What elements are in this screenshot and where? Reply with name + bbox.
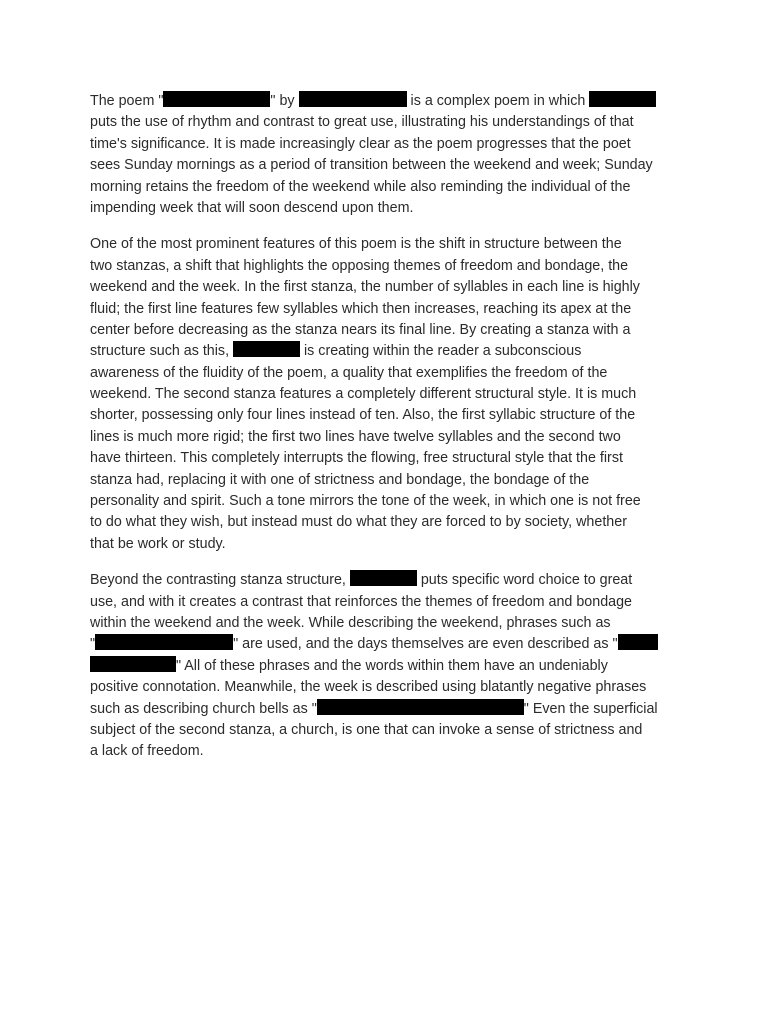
text-line: time's significance. It is made increasingly clear as the poem progresses that the poet	[90, 135, 631, 152]
text-line: stanza had, replacing it with one of strictness and bondage, the bondage of the	[90, 471, 590, 488]
text-line: morning retains the freedom of the weekend while also reminding the individual of the	[90, 178, 631, 195]
text-segment: such as describing church bells as "	[90, 700, 317, 717]
text-line: fluid; the first line features few syllables which then increases, reaching its apex at the	[90, 300, 632, 317]
text-line: personality and spirit. Such a tone mirrors the tone of the week, in which one is not free	[90, 493, 641, 510]
redaction-bar	[233, 341, 300, 357]
text-line: lines is much more rigid; the first two lines have twelve syllables and the second two	[90, 428, 621, 445]
text-line: weekend. The second stanza features a completely different structural style. It is much	[90, 386, 637, 403]
text-segment: " Even the superficial	[523, 700, 658, 717]
text-line: subject of the second stanza, a church, is one that can invoke a sense of strictness and	[90, 721, 643, 738]
text-line: within the weekend and the week. While describing the weekend, phrases such as	[90, 614, 611, 631]
text-line	[90, 91, 680, 112]
text-line: positive connotation. Meanwhile, the week is described using blatantly negative phrases	[90, 679, 647, 696]
text-segment: " by	[270, 93, 299, 109]
text-line	[90, 341, 680, 362]
text-line	[90, 656, 680, 677]
redaction-bar	[90, 656, 176, 672]
paragraph-word-choice	[90, 570, 680, 763]
text-segment: " are used, and the days themselves are even described as "	[233, 636, 618, 653]
text-line: that be work or study.	[90, 535, 226, 552]
text-line: to do what they wish, but instead must do what they are forced to by society, whether	[90, 514, 627, 531]
text-line: have thirteen. This completely interrupts the flowing, free structural style that the first	[90, 450, 623, 467]
redaction-bar	[317, 699, 524, 715]
text-segment: " All of these phrases and the words within them have an undeniably	[176, 657, 608, 674]
text-line	[90, 570, 680, 591]
text-segment: "	[90, 636, 96, 653]
text-segment: structure such as this,	[90, 343, 234, 360]
redaction-bar	[299, 91, 407, 107]
text-line: a lack of freedom.	[90, 743, 204, 760]
redaction-bar	[350, 570, 417, 586]
text-segment: puts specific word choice to great	[416, 572, 633, 589]
redaction-bar	[95, 634, 233, 650]
text-line: weekend and the week. In the first stanza, the number of syllables in each line is highly	[90, 279, 640, 296]
text-line: shorter, possessing only four lines instead of ten. Also, the first syllabic structure of the	[90, 407, 636, 424]
text-line: center before decreasing as the stanza nears its final line. By creating a stanza with a	[90, 321, 631, 338]
text-line: sees Sunday mornings as a period of transition between the weekend and week; Sunday	[90, 157, 653, 174]
text-line: use, and with it creates a contrast that reinforces the themes of freedom and bondage	[90, 593, 633, 610]
paragraph-intro	[90, 91, 680, 219]
redaction-bar	[618, 634, 658, 650]
document-page	[90, 91, 680, 778]
text-line: impending week that will soon descend upon them.	[90, 199, 414, 216]
text-segment: is creating within the reader a subconscious	[300, 343, 582, 360]
text-line	[90, 699, 680, 720]
text-line	[90, 634, 680, 655]
text-line: awareness of the fluidity of the poem, a quality that exemplifies the freedom of the	[90, 364, 608, 381]
text-line: two stanzas, a shift that highlights the opposing themes of freedom and bondage, the	[90, 257, 629, 274]
paragraph-structure	[90, 234, 680, 555]
text-line: puts the use of rhythm and contrast to great use, illustrating his understandings of that	[90, 114, 634, 131]
redaction-bar	[163, 91, 270, 107]
text-segment: Beyond the contrasting stanza structure,	[90, 572, 350, 589]
text-line: One of the most prominent features of this poem is the shift in structure between the	[90, 236, 622, 253]
redaction-bar	[589, 91, 656, 107]
text-segment: is a complex poem in which	[406, 93, 590, 109]
text-segment: The poem "	[90, 93, 164, 109]
